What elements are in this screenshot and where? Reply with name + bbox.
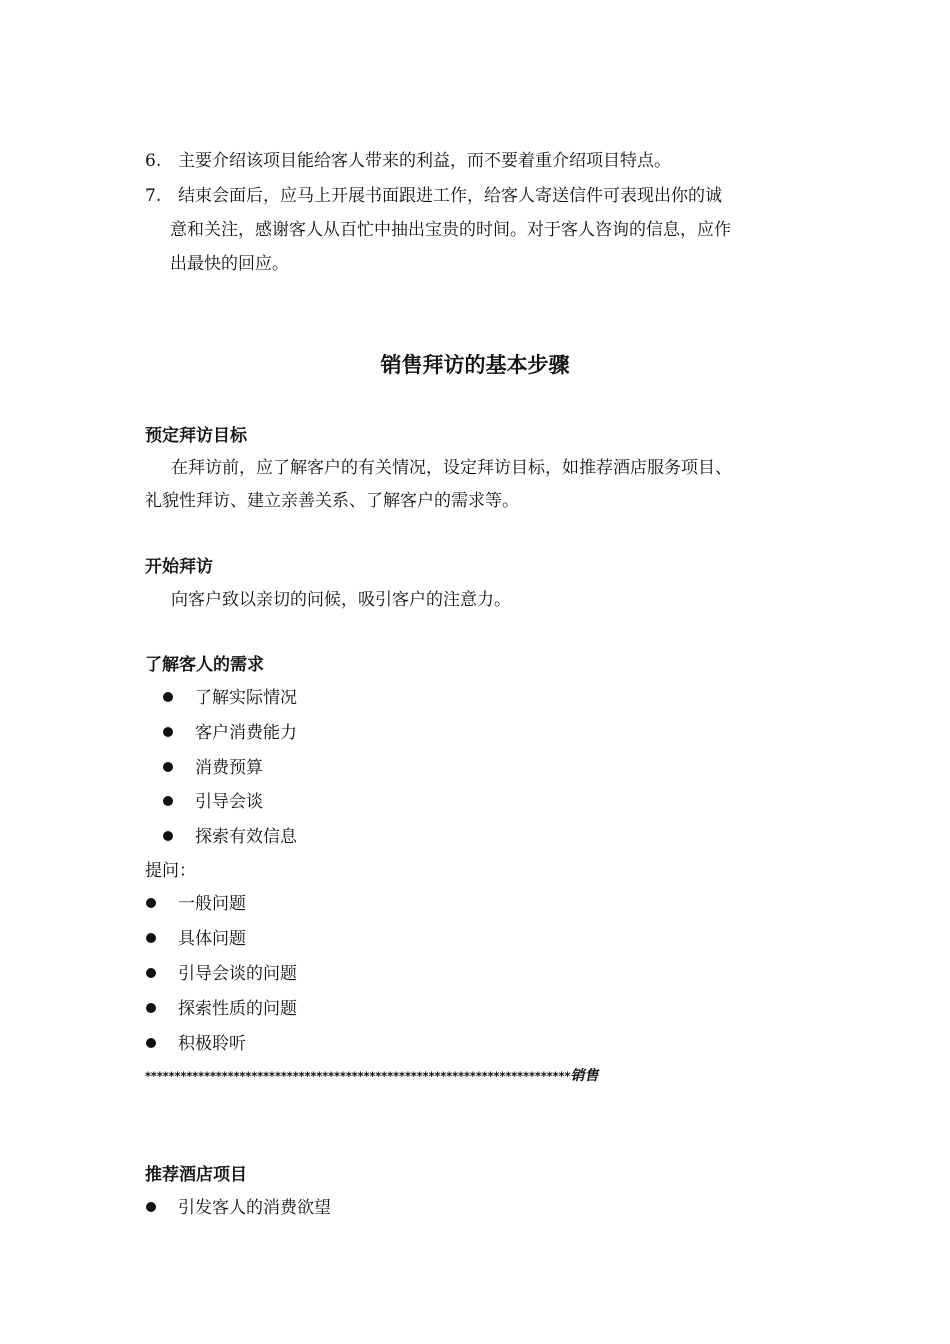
- item-7-line-3: 出最快的回应。: [170, 254, 289, 274]
- bullet-dot: [163, 692, 173, 702]
- bullet-dot: [163, 727, 173, 737]
- bullet-dot: [163, 796, 173, 806]
- questions-label: 提问：: [145, 861, 196, 881]
- bullet-dot: [146, 933, 156, 943]
- bullet-dot: [146, 1202, 156, 1212]
- question-bullet-item: 积极聆听: [178, 1034, 246, 1054]
- bullet-dot: [146, 1003, 156, 1013]
- start-paragraph: 向客户致以亲切的问候，吸引客户的注意力。: [171, 590, 511, 610]
- question-bullet-item: 探索性质的问题: [178, 999, 297, 1019]
- section-heading-start: 开始拜访: [145, 557, 213, 577]
- needs-bullet-item: 探索有效信息: [195, 827, 297, 847]
- bullet-dot: [146, 898, 156, 908]
- bullet-dot: [163, 762, 173, 772]
- item-6-text: 主要介绍该项目能给客人带来的利益，而不要着重介绍项目特点。: [178, 151, 671, 171]
- section-heading-needs: 了解客人的需求: [145, 655, 264, 675]
- recommend-bullet-item: 引发客人的消费欲望: [178, 1198, 331, 1218]
- needs-bullet-item: 消费预算: [195, 758, 263, 778]
- goal-paragraph-line-2: 礼貌性拜访、建立亲善关系、了解客户的需求等。: [145, 491, 519, 511]
- goal-paragraph-line-1: 在拜访前，应了解客户的有关情况，设定拜访目标，如推荐酒店服务项目、: [171, 458, 732, 478]
- needs-bullet-item: 引导会谈: [195, 792, 263, 812]
- page-title: 销售拜访的基本步骤: [380, 353, 570, 377]
- item-7-line-1: 结束会面后，应马上开展书面跟进工作，给客人寄送信件可表现出你的诚: [178, 186, 722, 206]
- needs-bullet-item: 客户消费能力: [195, 723, 297, 743]
- divider-tail: 销售: [570, 1068, 599, 1084]
- item-number-6: 6.: [145, 151, 162, 171]
- bullet-dot: [146, 1038, 156, 1048]
- asterisk-divider: [145, 1068, 598, 1085]
- divider-stars: ************************************************************************: [145, 1070, 571, 1083]
- question-bullet-item: 一般问题: [178, 894, 246, 914]
- item-7-line-2: 意和关注，感谢客人从百忙中抽出宝贵的时间。对于客人咨询的信息，应作: [170, 220, 731, 240]
- needs-bullet-item: 了解实际情况: [195, 688, 297, 708]
- section-heading-goal: 预定拜访目标: [145, 426, 247, 446]
- bullet-dot: [146, 968, 156, 978]
- bullet-dot: [163, 831, 173, 841]
- question-bullet-item: 引导会谈的问题: [178, 964, 297, 984]
- question-bullet-item: 具体问题: [178, 929, 246, 949]
- section-heading-recommend: 推荐酒店项目: [145, 1165, 247, 1185]
- item-number-7: 7.: [145, 186, 162, 206]
